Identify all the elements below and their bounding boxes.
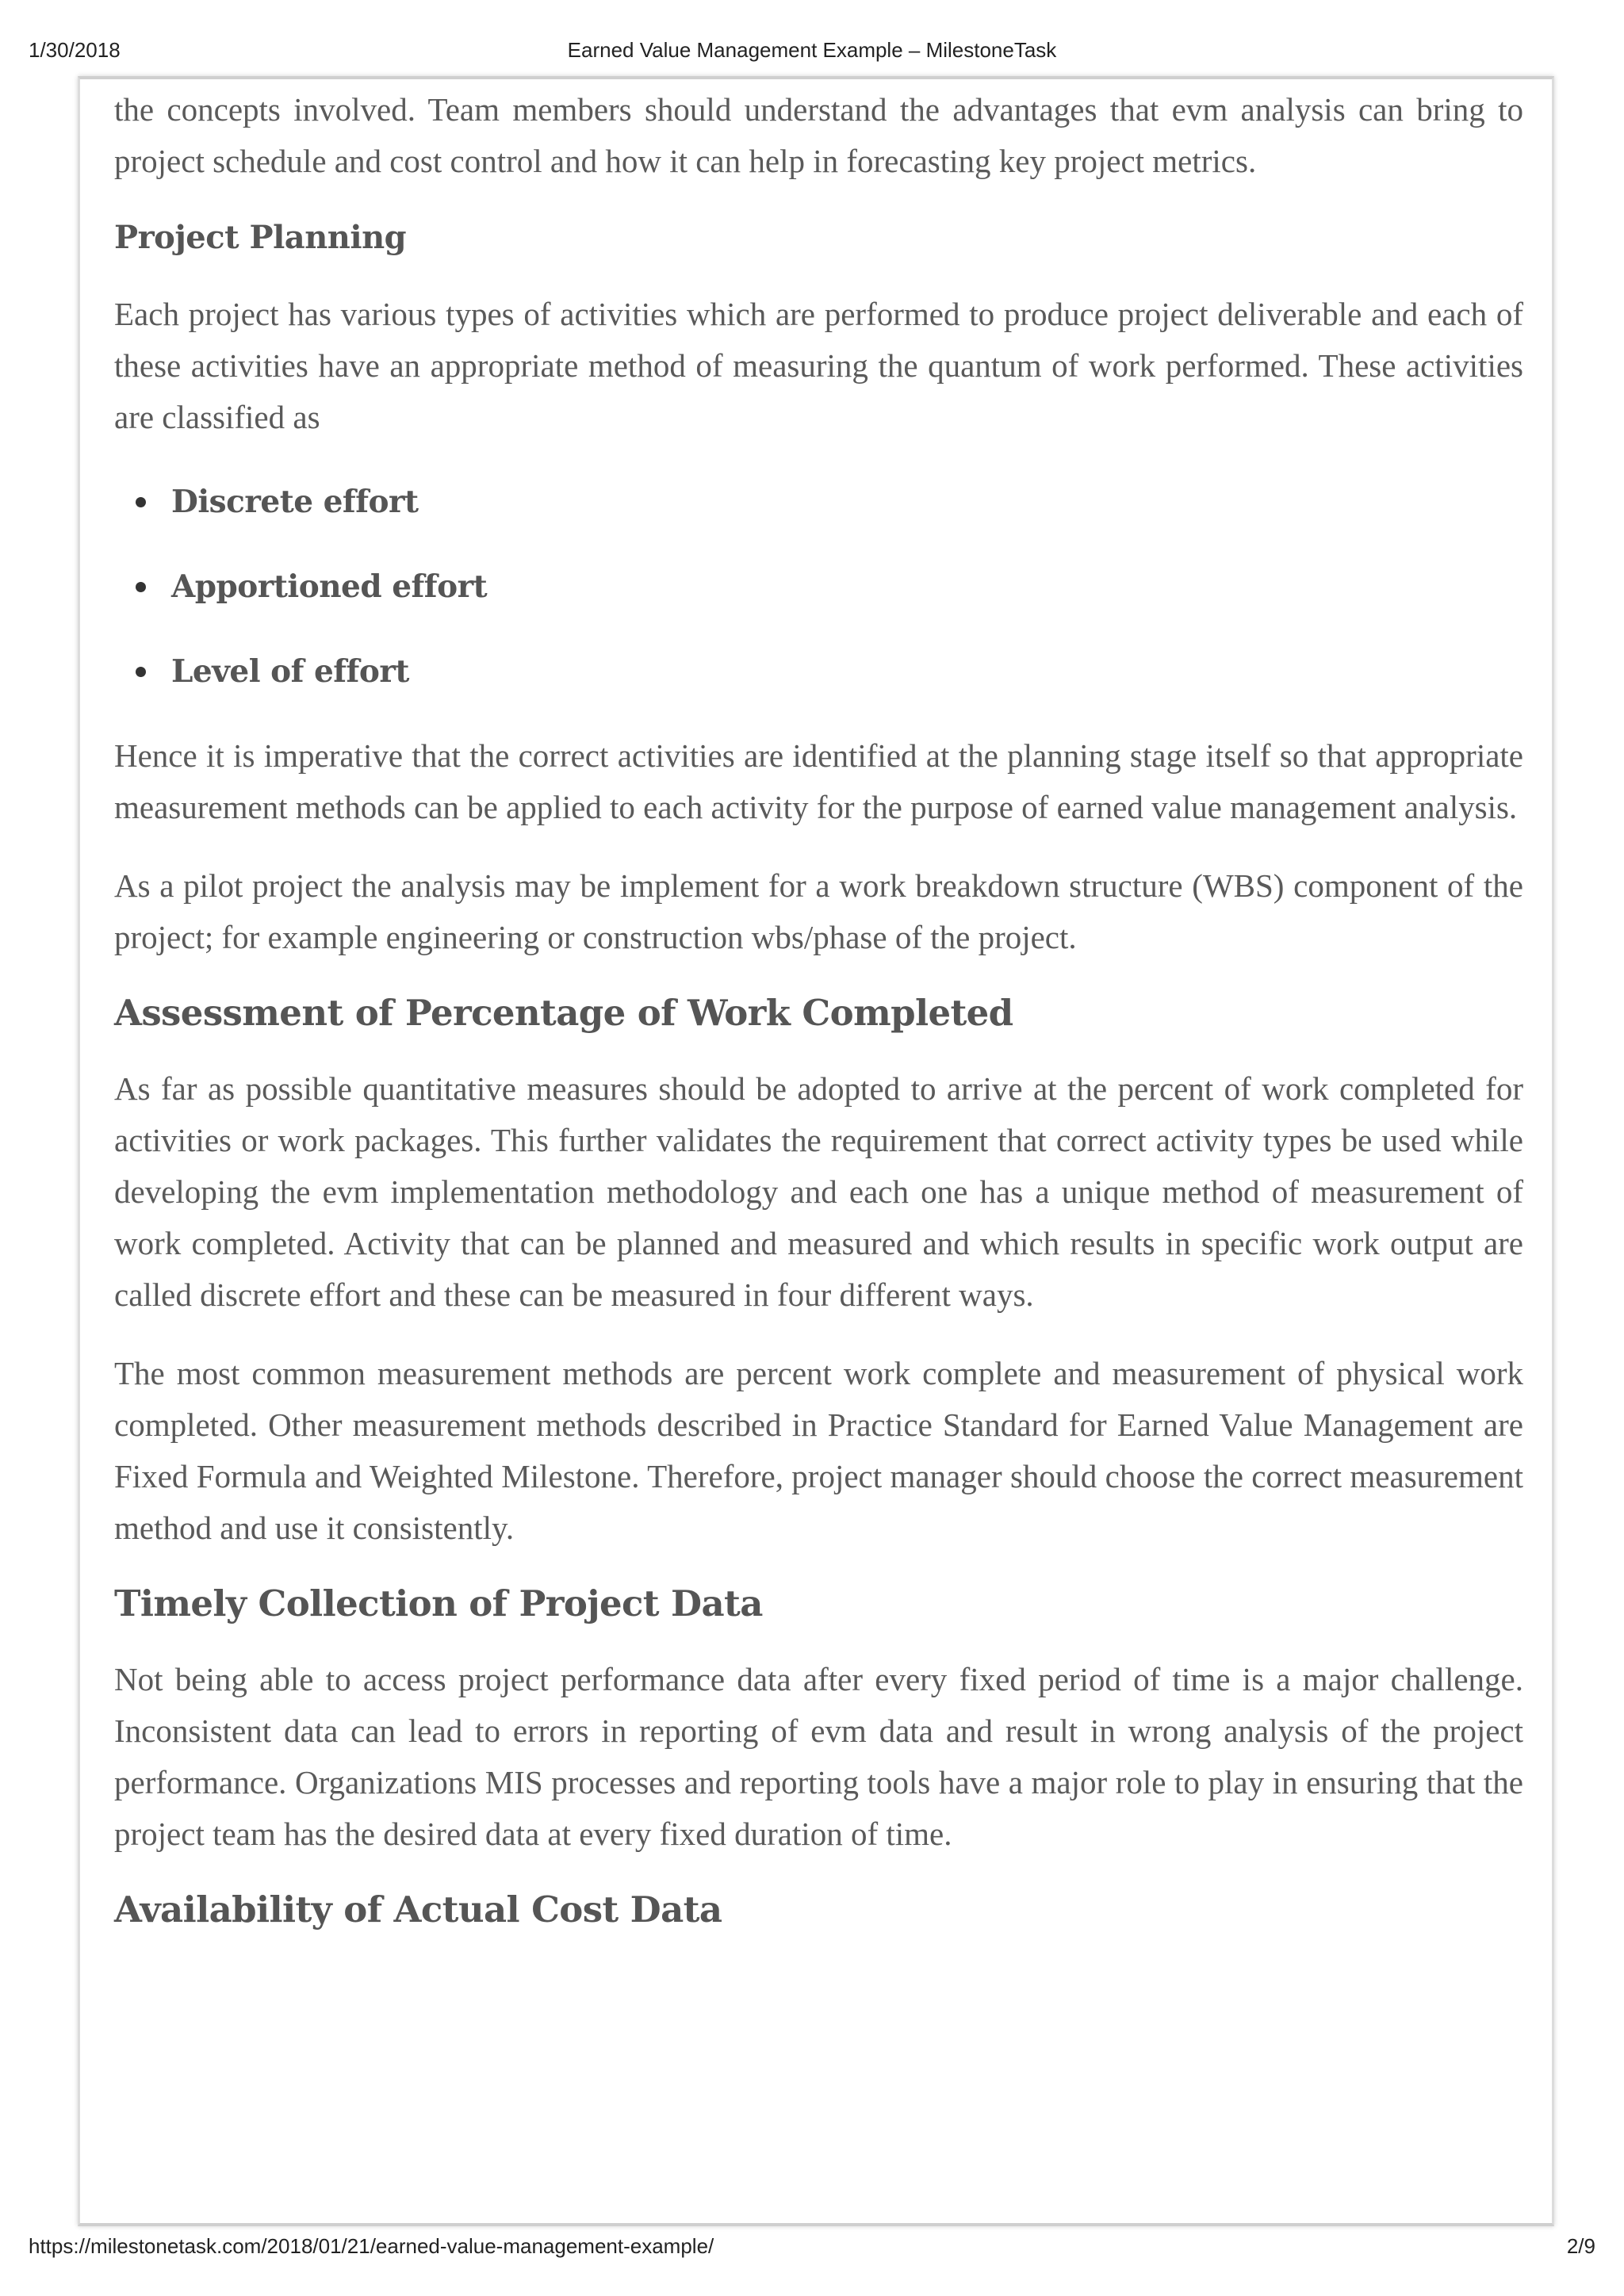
page-url: https://milestonetask.com/2018/01/21/earned-value-management-example/ <box>29 2234 714 2258</box>
activity-type-list <box>114 478 1523 695</box>
section-heading-timely-collection: Timely Collection of Project Data <box>114 1582 763 1624</box>
section-heading-project-planning: Project Planning <box>114 219 407 256</box>
print-header <box>29 38 1595 70</box>
page-number: 2/9 <box>1566 2234 1595 2258</box>
assessment-paragraph-1: As far as possible quantitative measures should be adopted to arrive at the percent of work completed for activities or work packages. This further validates the requirement that correct activity types be used while developing the evm implementation methodology and each one has a unique method of measurement of work completed. Activity that can be planned and measured and which results in specific work output are called discrete effort and these can be measured in four different ways. <box>114 1070 1523 1313</box>
section-heading-actual-cost: Availability of Actual Cost Data <box>114 1888 722 1931</box>
print-page-title: Earned Value Management Example – MilestoneTask <box>567 38 1057 62</box>
bullet-icon <box>136 667 146 677</box>
print-footer <box>29 2234 1595 2266</box>
timely-collection-paragraph: Not being able to access project performance data after every fixed period of time is a major challenge. Inconsistent data can lead to errors in reporting of evm data and result in wrong analysis of the project performance. Organizations MIS processes and reporting tools have a major role to play in ensuring that the project team has the desired data at every fixed duration of time. <box>114 1661 1523 1852</box>
bullet-icon <box>136 497 146 507</box>
list-item-label: Discrete effort <box>171 484 419 520</box>
list-item-label: Apportioned effort <box>171 568 488 605</box>
print-date: 1/30/2018 <box>29 38 121 62</box>
list-item <box>114 648 1523 695</box>
section-heading-assessment: Assessment of Percentage of Work Completed <box>114 992 1013 1034</box>
article-frame <box>78 76 1554 2226</box>
project-planning-paragraph: Each project has various types of activities which are performed to produce project deliverable and each of these activities have an appropriate method of measuring the quantum of work performed. These activities are classified as <box>114 296 1523 435</box>
pilot-project-paragraph: As a pilot project the analysis may be implement for a work breakdown structure (WBS) component of the project; for example engineering or construction wbs/phase of the project. <box>114 867 1523 955</box>
list-item <box>114 563 1523 610</box>
intro-paragraph: the concepts involved. Team members should understand the advantages that evm analysis can bring to project schedule and cost control and how it can help in forecasting key project metrics. <box>114 91 1523 179</box>
bullet-icon <box>136 582 146 592</box>
list-item <box>114 478 1523 526</box>
article-body <box>114 79 1523 1936</box>
planning-followup-paragraph: Hence it is imperative that the correct activities are identified at the planning stage itself so that appropriate measurement methods can be applied to each activity for the purpose of earned value management analysis. <box>114 737 1523 825</box>
assessment-paragraph-2: The most common measurement methods are percent work complete and measurement of physical work completed. Other measurement methods described in Practice Standard for Earned Value Management are Fixed Formula and Weighted Milestone. Therefore, project manager should choose the correct measurement method and use it consistently. <box>114 1355 1523 1546</box>
list-item-label: Level of effort <box>171 653 409 690</box>
